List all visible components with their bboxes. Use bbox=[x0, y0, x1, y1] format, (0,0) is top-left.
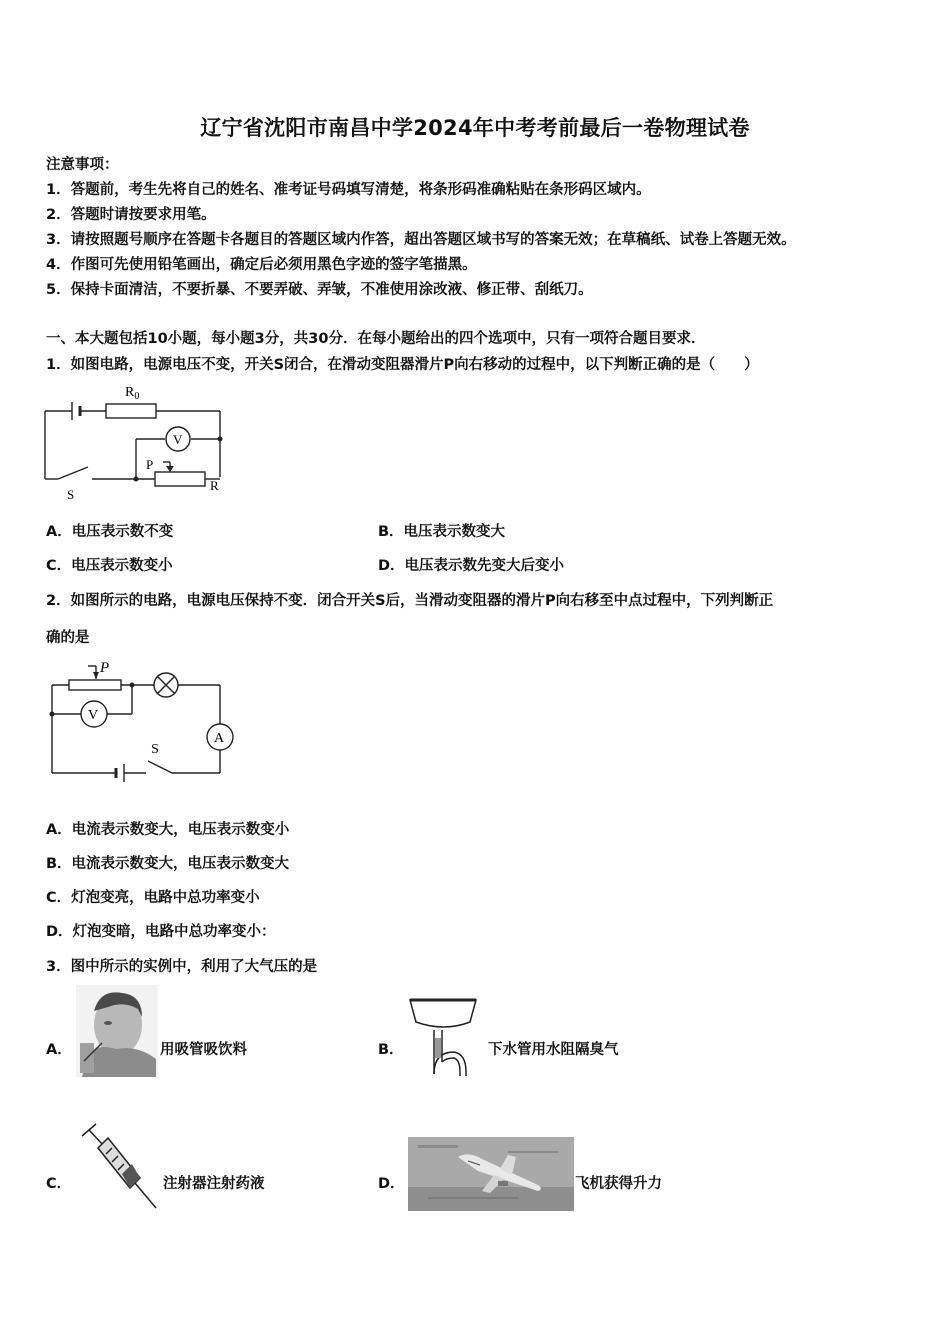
junction-dot bbox=[130, 683, 135, 688]
q3-option-c-text: 注射器注射药液 bbox=[163, 1176, 265, 1192]
label-r0: $R_0$ bbox=[125, 385, 140, 402]
notice-item: 5．保持卡面清洁，不要折暴、不要弄破、弄皱，不准使用涂改液、修正带、刮纸刀。 bbox=[46, 282, 593, 298]
junction-dot bbox=[134, 477, 139, 482]
label-s: S bbox=[151, 742, 159, 757]
rheostat-r bbox=[155, 472, 205, 486]
section-intro: 一、本大题包括10小题，每小题3分，共30分．在每小题给出的四个选项中，只有一项符合题目要求． bbox=[46, 331, 706, 347]
slider-arrowhead bbox=[166, 466, 174, 472]
q2-option-a: A．电流表示数变大，电压表示数变小 bbox=[46, 822, 290, 838]
q1-option-b: B．电压表示数变大 bbox=[378, 524, 506, 540]
label-s: S bbox=[67, 487, 75, 502]
rheostat bbox=[69, 680, 121, 690]
junction-dot bbox=[50, 712, 55, 717]
question-3-stem: 3．图中所示的实例中，利用了大气压的是 bbox=[46, 959, 318, 975]
switch-s bbox=[58, 467, 88, 479]
q1-option-c: C．电压表示数变小 bbox=[46, 558, 173, 574]
question-2-stem: 2．如图所示的电路，电源电压保持不变．闭合开关S后，当滑动变阻器的滑片P向右移至中点过程中，下列判断正 bbox=[46, 593, 774, 609]
q3-option-b-letter: B． bbox=[378, 1042, 404, 1058]
q2-circuit-diagram bbox=[44, 658, 244, 786]
q3-option-c-letter: C． bbox=[46, 1176, 72, 1192]
slider-arrowhead bbox=[93, 672, 99, 679]
junction-dot bbox=[218, 437, 223, 442]
syringe-figure bbox=[78, 1122, 160, 1210]
question-2-stem-cont: 确的是 bbox=[46, 630, 90, 646]
notice-item: 2．答题时请按要求用笔。 bbox=[46, 207, 216, 223]
question-1-stem: 1．如图电路，电源电压不变，开关S闭合，在滑动变阻器滑片P向右移动的过程中，以下判断正确的是（ ） bbox=[46, 357, 759, 373]
label-v: V bbox=[173, 432, 183, 447]
label-a: A bbox=[214, 731, 225, 746]
q3-option-d-letter: D． bbox=[378, 1176, 405, 1192]
drain-trap-figure bbox=[404, 992, 482, 1076]
q2-option-c: C．灯泡变亮，电路中总功率变小 bbox=[46, 890, 260, 906]
notice-item: 3．请按照题号顺序在答题卡各题目的答题区域内作答，超出答题区域书写的答案无效；在草稿纸、试卷上答题无效。 bbox=[46, 232, 796, 248]
label-v: V bbox=[88, 708, 99, 723]
airplane-photo bbox=[408, 1137, 574, 1211]
q1-option-d: D．电压表示数先变大后变小 bbox=[378, 558, 565, 574]
drinking-straw-photo bbox=[76, 985, 158, 1077]
notice-heading: 注意事项： bbox=[46, 157, 119, 173]
q3-option-a-text: 用吸管吸饮料 bbox=[160, 1042, 247, 1058]
notice-item: 1．答题前，考生先将自己的姓名、准考证号码填写清楚，将条形码准确粘贴在条形码区域内。 bbox=[46, 182, 651, 198]
q3-option-b-text: 下水管用水阻隔臭气 bbox=[488, 1042, 619, 1058]
page-title: 辽宁省沈阳市南昌中学2024年中考考前最后一卷物理试卷 bbox=[200, 116, 750, 140]
notice-item: 4．作图可先使用铅笔画出，确定后必须用黑色字迹的签字笔描黑。 bbox=[46, 257, 477, 273]
q3-option-d-text: 飞机获得升力 bbox=[575, 1176, 662, 1192]
q2-option-d: D．灯泡变暗，电路中总功率变小： bbox=[46, 924, 276, 940]
label-r: R bbox=[210, 478, 219, 493]
switch-s bbox=[148, 761, 172, 773]
q1-circuit-diagram bbox=[40, 378, 240, 503]
label-p: P bbox=[100, 660, 110, 676]
q1-option-a: A．电压表示数不变 bbox=[46, 524, 174, 540]
resistor-r0 bbox=[106, 404, 156, 418]
label-p: P bbox=[146, 457, 154, 472]
q2-option-b: B．电流表示数变大，电压表示数变大 bbox=[46, 856, 290, 872]
q3-option-a-letter: A． bbox=[46, 1042, 72, 1058]
